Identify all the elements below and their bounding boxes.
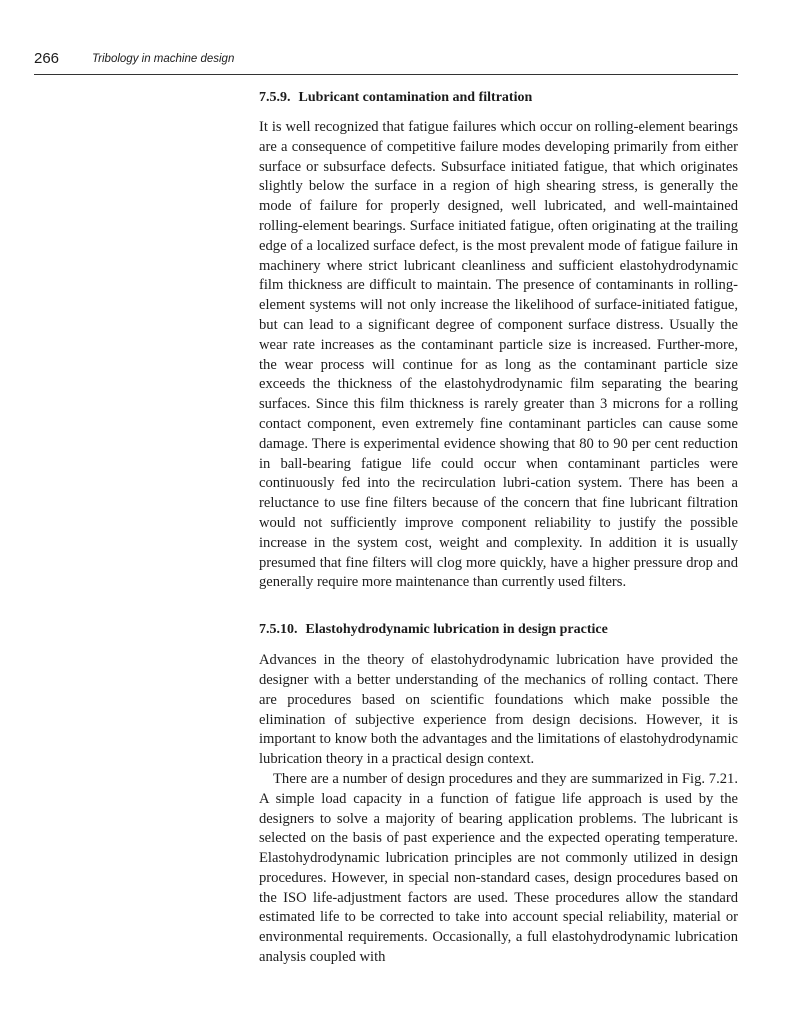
paragraph: There are a number of design procedures and they are summarized in Fig. 7.21. A simple load capacity in a function of fatigue life approach is used by the designers to solve a majority of bearing application problems. The lubricant is selected on the basis of past experience and the expected operating temperature. Elastohydrodynamic lubrication principles are not commonly utilized in design procedures. However, in special non-standard cases, design procedures based on the ISO life-adjustment factors are used. These procedures allow the standard estimated life to be corrected to take into account special reliability, material or environmental requirements. Occasionally, a full elastohydrodynamic lubrication analysis coupled with xyxy=(259,770,738,966)
running-title: Tribology in machine design xyxy=(92,53,235,65)
page-number: 266 xyxy=(34,50,60,67)
section-heading xyxy=(259,620,738,640)
section-ehl-design-practice xyxy=(259,620,738,968)
section-title: Elastohydrodynamic lubrication in design practice xyxy=(305,622,608,638)
page-body xyxy=(259,88,738,968)
section-heading xyxy=(259,88,738,108)
section-number: 7.5.9. xyxy=(259,90,291,105)
section-title: Lubricant contamination and filtration xyxy=(298,90,533,105)
section-number: 7.5.10. xyxy=(259,622,298,638)
page-header xyxy=(34,48,738,75)
paragraph: It is well recognized that fatigue failures which occur on rolling-element bearings are a consequence of competitive failure modes developing primarily from either surface or subsurface defects. Subsurface initiated fatigue, that which originates slightly below the surface in a region of high shearing stress, is generally the mode of failure for properly designed, well lubricated, and well-maintained rolling-element bearings. Surface initiated fatigue, often originating at the trailing edge of a localized surface defect, is the most prevalent mode of fatigue failure in machinery where strict lubricant cleanliness and sufficient elastohydrodynamic film thickness are difficult to maintain. The presence of contaminants in rolling-element systems will not only increase the likelihood of surface-initiated fatigue, but can lead to a significant degree of component surface distress. Usually the wear rate increases as the contaminant particle size is increased. Further-more, the wear process will continue for as long as the contaminant particle size exceeds the thickness of the elastohydrodynamic film separating the bearing surfaces. Since this film thickness is rarely greater than 3 microns for a rolling contact component, even extremely fine contaminant particles can cause some damage. There is experimental evidence showing that 80 to 90 per cent reduction in ball-bearing fatigue life could occur when contaminant particles were continuously fed into the recirculation lubri-cation system. There has been a reluctance to use fine filters because of the concern that fine lubricant filtration would not sufficiently improve component reliability to justify the possible increase in the system cost, weight and complexity. In addition it is usually presumed that fine filters will clog more quickly, have a higher pressure drop and generally require more maintenance than currently used filters. xyxy=(259,119,738,591)
paragraph: Advances in the theory of elastohydrodynamic lubrication have provided the designer with a better understanding of the mechanics of rolling contact. There are procedures based on scientific foundations which make possible the elimination of subjective experience from design decisions. However, it is important to know both the advantages and the limitations of elastohydrodynamic lubrication theory in a practical design context. xyxy=(259,652,738,768)
section-lubricant-contamination xyxy=(259,88,738,593)
